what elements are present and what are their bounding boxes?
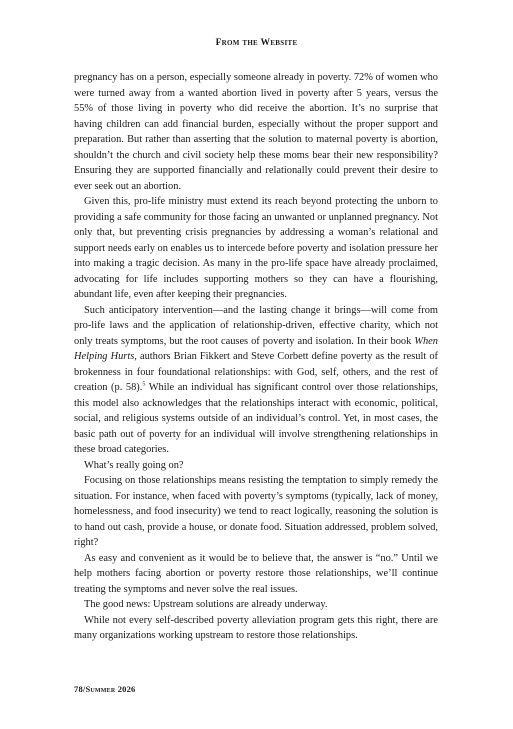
article-body: [74, 70, 438, 644]
running-head: From the Website: [215, 38, 298, 48]
paragraph-8: While not every self-described poverty alleviation program gets this right, there are many organizations working upstream to restore those relationships.: [74, 614, 438, 641]
paragraph-5: Focusing on those relationships means resisting the temptation to simply remedy the situation. For instance, when faced with poverty’s symptoms (typically, lack of money, homelessness, and food insecurity) we tend to react logically, reasoning the solution is to hand out cash, provide a house, or donate food. Situation addressed, problem solved, right?: [74, 475, 438, 548]
paragraph-3-part-a: Such anticipatory intervention—and the lasting change it brings—will come from pro-life laws and the application of relationship-driven, effective charity, which not only treats symptoms, but the root causes of poverty and isolation. In their book: [74, 304, 438, 347]
book-title: When Helping Hurts: [74, 335, 438, 362]
paragraph-3-part-b: , authors Brian Fikkert and Steve Corbett define poverty as the result of brokenness in four foundational relationships: with God, self, others, and the rest of creation (p. 58).: [74, 351, 438, 393]
page-folio: 78/Summer 2026: [74, 684, 136, 694]
section-subhead: What’s really going on?: [84, 459, 184, 471]
paragraph-3: [74, 303, 438, 458]
paragraph-7: The good news: Upstream solutions are already underway.: [84, 599, 328, 610]
footnote-marker: 5: [142, 381, 146, 388]
paragraph-1: pregnancy has on a person, especially someone already in poverty. 72% of women who were turned away from a wanted abortion lived in poverty after 5 years, versus the 55% of those living in poverty who did receive the abortion. It’s no surprise that having children can add financial burden, especially without the proper support and preparation. But rather than asserting that the solution to maternal poverty is abortion, shouldn’t the church and civil society help these moms bear their new responsibility? Ensuring they are supported financially and relationally could prevent their desire to ever seek out an abortion.: [74, 72, 438, 192]
paragraph-3-part-c: While an individual has significant control over those relationships, this model also acknowledges that the relationships interact with economic, political, social, and religious systems outside of an individual’s control. Yet, in most cases, the basic path out of poverty for an individual will involve strengthening relationships in these broad categories.: [74, 382, 438, 455]
paragraph-6: As easy and convenient as it would be to believe that, the answer is “no.” Until we help mothers facing abortion or poverty restore those relationships, we’ll continue treating the symptoms and never solve the real issues.: [74, 552, 438, 595]
paragraph-2: Given this, pro-life ministry must extend its reach beyond protecting the unborn to providing a safe community for those facing an unwanted or unplanned pregnancy. Not only that, but preventing crisis pregnancies by addressing a woman’s relational and support needs early on enables us to intercede before poverty and isolation pressure her into making a tragic decision. As many in the pro-life space have already proclaimed, advocating for life includes supporting mothers so they can have a flourishing, abundant life, even after keeping their pregnancies.: [74, 196, 438, 300]
